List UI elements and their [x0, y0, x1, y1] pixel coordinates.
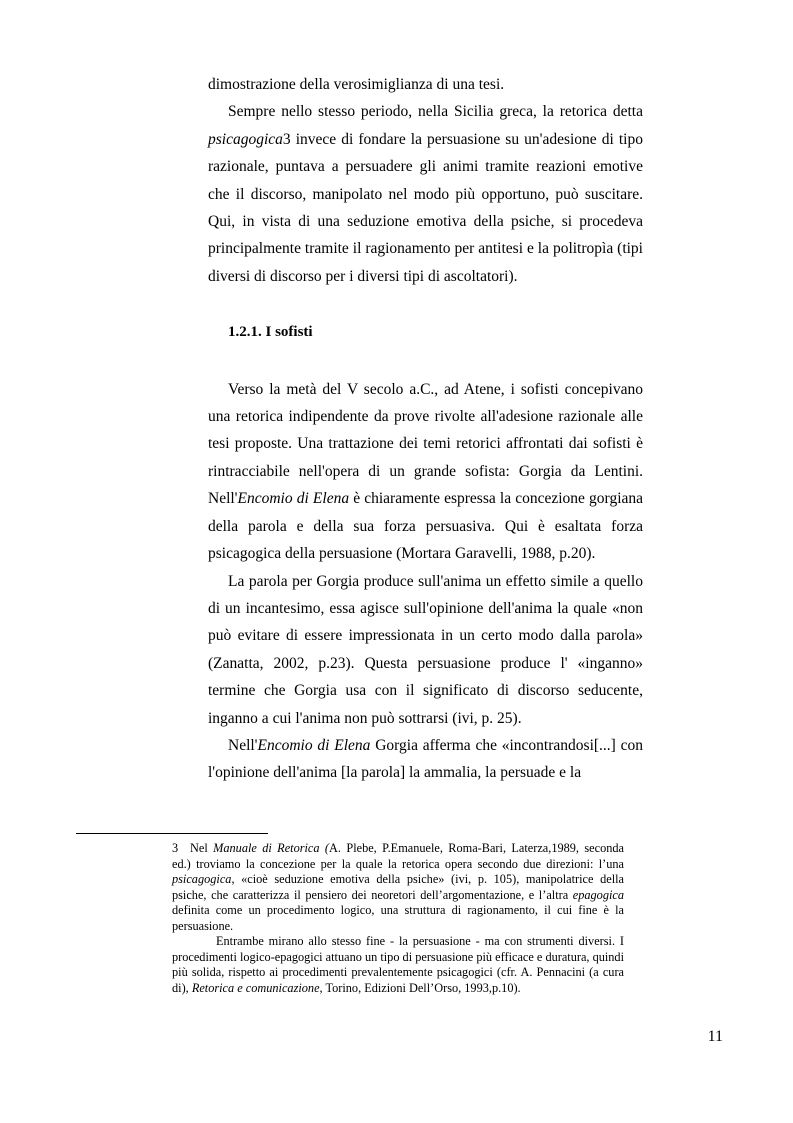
paragraph-parola-gorgia: La parola per Gorgia produce sull'anima un effetto simile a quello di un incantesimo, essa agisce sull'opinione dell'anima la quale «non può evitare di essere impressionata in un certo modo dalla parola» (Zanatta, 2002, p.23). Questa persuasione produce l' «inganno» termine che Gorgia usa con il significato di discorso seducente, inganno a cui l'anima non può sottrarsi (ivi, p. 25).	[208, 572, 643, 727]
paragraph-text: Nell'	[228, 736, 258, 754]
footnote-3-continuation	[172, 934, 624, 996]
footnote-text: A. Plebe, P.Emanuele, Roma-Bari, Laterza,1989, seconda ed.) troviamo la concezione per la quale la retorica opera secondo due direzioni: l’una	[172, 841, 624, 871]
footnote-text: Entrambe mirano allo stesso fine - la persuasione - ma con strumenti diversi. I procedimenti logico-epagogici attuano un tipo di persuasione più efficace e duratura, quindi più solida, rispetto ai procedimenti prevalentemente psicagogici (cfr. A. Pennacini (a cura di),	[172, 934, 624, 995]
paragraph-text: è chiaramente espressa la concezione gorgiana della parola e della sua forza persuasiva. Qui è esaltata forza psicagogica della persuasione (Mortara Garavelli, 1988, p.20).	[208, 490, 644, 563]
italic-term: psicagogica	[172, 872, 232, 886]
footnote-text: , Torino, Edizioni Dell’Orso, 1993,p.10).	[319, 980, 521, 995]
paragraph-psicagogica	[208, 98, 643, 290]
footnote-number: 3	[172, 841, 179, 855]
main-text	[208, 71, 643, 787]
italic-title: Encomio di Elena	[237, 490, 350, 508]
paragraph-text: Gorgia afferma che «incontrandosi[...] con l'opinione dell'anima [la parola] la ammalia, la persuade e la	[208, 736, 643, 782]
paragraph-sofisti	[208, 376, 643, 568]
italic-term: psicagogica	[208, 130, 283, 148]
italic-term: epagogica	[572, 887, 624, 902]
paragraph-continuation: dimostrazione della verosimiglianza di una tesi.	[208, 76, 505, 93]
paragraph-text: Sempre nello stesso periodo, nella Sicilia greca, la retorica detta	[228, 103, 643, 121]
paragraph-text: 3 invece di fondare la persuasione su un'adesione di tipo razionale, puntava a persuadere gli animi tramite reazioni emotive che il discorso, manipolato nel modo più opportuno, può suscitare. Qui, in vista di una seduzione emotiva della psiche, si procedeva principalmente tramite il ragionamento per antitesi e la politropìa (tipi diversi di discorso per i diversi tipi di ascoltatori).	[208, 130, 643, 285]
paragraph-text: Verso la metà del V secolo a.C., ad Atene, i sofisti concepivano una retorica indipendente da prove rivolte all'adesione razionale alle tesi proposte. Una trattazione dei temi retorici affrontati dai sofisti è rintracciabile nell'opera di un grande sofista: Gorgia da Lentini. Nell'	[208, 380, 643, 508]
footnote-3	[172, 841, 624, 934]
italic-title: Manuale di Retorica (	[213, 841, 330, 855]
footnote-block	[172, 841, 624, 996]
footnote-text: , «cioè seduzione emotiva della psiche» (ivi, p. 105), manipolatrice della psiche, che caratterizza il pensiero dei neoretori dell’argomentazione, e l’altra	[172, 872, 624, 902]
page-number: 11	[707, 1028, 723, 1045]
paragraph-encomio	[208, 732, 643, 787]
footnote-text: definita come un procedimento logico, una struttura di ragionamento, il cui fine è la persuasione.	[172, 903, 624, 933]
section-heading: 1.2.1. I sofisti	[228, 324, 313, 341]
italic-title: Retorica e comunicazione	[191, 980, 320, 995]
footnote-text: Nel	[190, 841, 214, 855]
italic-title: Encomio di Elena	[257, 736, 371, 754]
footnote-separator	[76, 833, 268, 834]
